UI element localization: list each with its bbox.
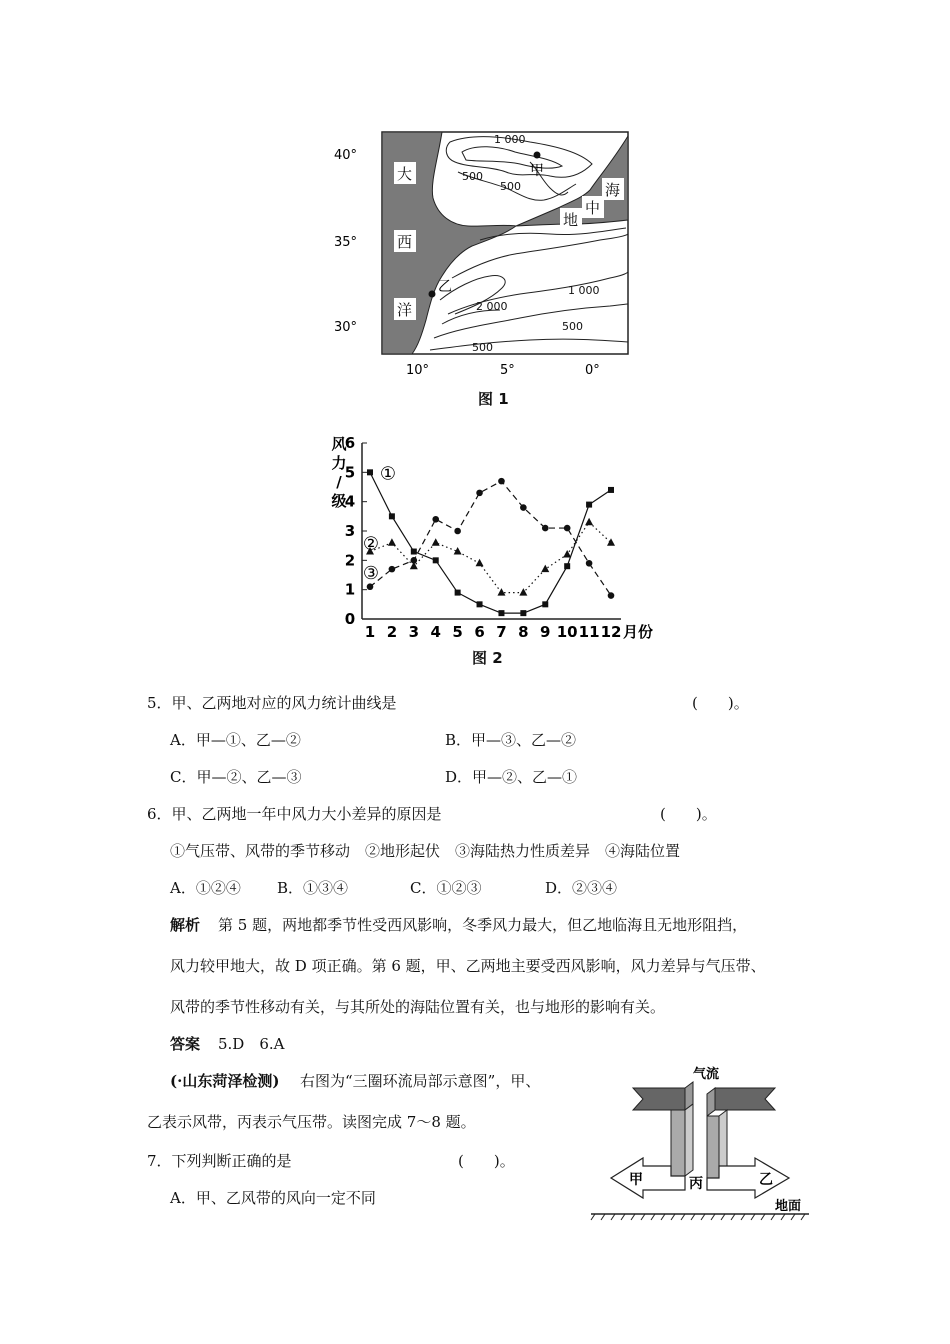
data-point-circle [476,490,483,497]
data-point-square [433,557,439,563]
q6-stem: 6．甲、乙两地一年中风力大小差异的原因是 [147,805,442,823]
data-point-triangle [388,538,396,546]
x-axis-label: 月份 [623,623,654,641]
data-point-circle [411,557,418,564]
x-tick-label: 9 [540,623,551,641]
place-yi-marker [429,291,436,298]
q6-option-a[interactable]: A．①②④ [170,879,241,897]
data-point-triangle [497,588,505,596]
contour-label: 2 000 [476,300,508,313]
q5-paren: ( )。 [692,694,749,712]
curve-label-1: ① [379,463,397,485]
x-tick-label: 11 [578,623,600,641]
answer-text: 5.D 6.A [218,1035,285,1053]
data-point-circle [608,592,615,599]
data-point-square [455,590,461,596]
data-point-circle [367,583,374,590]
data-point-square [477,601,483,607]
data-point-square [520,610,526,616]
x-tick-label: 12 [600,623,622,641]
y-tick-label: 2 [344,551,356,570]
contour-label: 500 [562,320,583,333]
data-point-square [542,601,548,607]
sea-label-di: 地 [563,211,579,229]
contour-label: 500 [462,170,483,183]
x-tick-label: 5 [452,623,463,641]
y-axis-label-char: 风 [331,435,347,453]
analysis-line-2: 风力较甲地大，故 D 项正确。第 6 题，甲、乙两地主要受西风影响，风力差异与气压带、 [170,957,766,975]
y-tick-label: 4 [344,492,356,511]
q5-option-a[interactable]: A．甲—①、乙—② [170,731,301,749]
intro-source: (·山东菏泽检测) [170,1072,280,1090]
q5-option-c[interactable]: C．甲—②、乙—③ [170,768,302,786]
q7-option-a[interactable]: A．甲、乙风带的风向一定不同 [170,1189,376,1207]
data-point-circle [564,525,571,532]
label-yi: 乙 [759,1172,773,1188]
y-axis-label-char: 级 [331,492,347,510]
x-tick-label: 4 [430,623,441,641]
series-line-2 [370,522,611,592]
ground-label: 地面 [775,1199,802,1214]
data-point-circle [542,525,549,532]
data-point-triangle [585,518,593,526]
sea-label-zhong: 中 [585,199,601,217]
sea-label-hai: 海 [605,181,621,199]
answer-label: 答案 [170,1035,201,1053]
y-axis-label-char: / [336,473,342,491]
q5-stem: 5．甲、乙两地对应的风力统计曲线是 [147,694,397,712]
data-point-circle [454,528,461,535]
data-point-triangle [607,538,615,546]
place-jia-marker [534,152,541,159]
q5-option-b[interactable]: B．甲—③、乙—② [445,731,577,749]
q5-option-d[interactable]: D．甲—②、乙—① [445,768,578,786]
intro-line-2: 乙表示风带，丙表示气压带。读图完成 7～8 题。 [147,1113,476,1131]
contour-label: 500 [500,180,521,193]
analysis-label: 解析 [170,916,201,934]
q7-paren: ( )。 [458,1152,515,1170]
y-tick-label: 3 [344,522,356,540]
curve-label-3: ③ [362,563,380,585]
data-point-square [389,513,395,519]
data-point-square [586,502,592,508]
y-tick-label: 1 [344,580,356,599]
intro-line-1: 右图为“三圈环流局部示意图”，甲、 [300,1072,541,1090]
q7-stem: 7．下列判断正确的是 [147,1152,292,1170]
y-tick-label: 5 [344,463,356,482]
data-point-square [367,469,373,475]
y-tick-label: 0 [344,610,356,628]
data-point-square [498,610,504,616]
x-tick-label: 1 [364,623,376,641]
label-bing: 丙 [689,1176,703,1192]
y-axis-label-char: 力 [331,454,347,472]
lon-label-10: 10° [406,363,430,378]
y-tick-label: 6 [344,434,356,452]
series-line-1 [370,472,611,613]
q6-paren: ( )。 [660,805,717,823]
airflow-label: 气流 [693,1067,720,1082]
lat-label-35: 35° [334,235,358,250]
x-tick-label: 6 [474,623,485,641]
label-jia: 甲 [629,1172,643,1188]
x-tick-label: 8 [518,623,529,641]
data-point-square [608,487,614,493]
data-point-circle [520,504,527,511]
figure2-caption: 图 2 [472,649,503,667]
figure2-chart [325,433,660,643]
data-point-square [564,563,570,569]
sea-label-da: 大 [397,165,413,183]
contour-label: 500 [472,341,493,354]
data-point-triangle [432,538,440,546]
place-jia-label: 甲 [530,163,544,179]
data-point-circle [389,566,396,573]
place-yi-label: 乙 [438,279,452,295]
data-point-triangle [541,565,549,573]
x-tick-label: 2 [386,623,398,641]
data-point-circle [498,478,505,485]
data-point-circle [586,560,593,567]
x-tick-label: 7 [496,623,507,641]
figure3-circulation-diagram [585,1062,815,1222]
q6-option-c[interactable]: C．①②③ [410,879,482,897]
data-point-circle [432,516,439,523]
sea-label-xi: 西 [397,233,413,251]
figure1-map [330,128,640,383]
lat-label-40: 40° [334,148,358,163]
contour-label: 1 000 [494,133,526,146]
contour-label: 1 000 [568,284,600,297]
figure1-caption: 图 1 [478,390,509,408]
lat-label-30: 30° [334,320,358,335]
x-tick-label: 10 [556,623,578,641]
sea-label-yang: 洋 [397,301,413,319]
q6-items: ①气压带、风带的季节移动 ②地形起伏 ③海陆热力性质差异 ④海陆位置 [170,842,681,860]
lon-label-0: 0° [585,363,600,378]
analysis-line-1: 第 5 题，两地都季节性受西风影响，冬季风力最大，但乙地临海且无地形阻挡， [218,916,748,934]
lon-label-5: 5° [500,363,515,378]
q6-option-d[interactable]: D．②③④ [545,879,618,897]
analysis-line-3: 风带的季节性移动有关，与其所处的海陆位置有关，也与地形的影响有关。 [170,998,666,1016]
data-point-square [411,549,417,555]
q6-option-b[interactable]: B．①③④ [277,879,349,897]
x-tick-label: 3 [408,623,420,641]
curve-label-2: ② [362,533,380,555]
data-point-triangle [476,559,484,567]
